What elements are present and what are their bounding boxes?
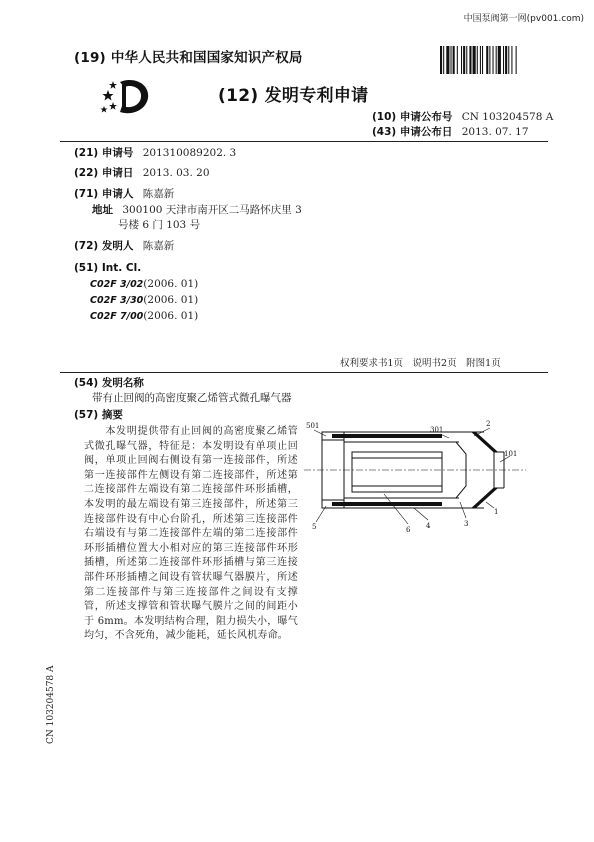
figure-label-2: 2 (486, 420, 491, 428)
applicant-name: 陈嘉新 (142, 188, 175, 200)
publication-date-row (372, 126, 529, 139)
class-code: C02F 3/30 (90, 295, 144, 306)
applicant-label: (71) 申请人 (74, 188, 134, 200)
inventor-name: 陈嘉新 (142, 240, 175, 252)
application-number-label: (21) 申请号 (74, 147, 134, 159)
address-line-2: 号楼 6 门 103 号 (118, 219, 201, 231)
class-item (90, 278, 198, 291)
invention-title-label-row (74, 377, 144, 390)
abstract-text: 本发明提供带有止回阀的高密度聚乙烯管式微孔曝气器，特征是：本发明设有单项止回阀，单项止回阀右侧设有第一连接部件，所述第一连接部件左侧设有第二连接部件，所述第二连接部件左端设有第二连接部件环形插槽，本发明的最左端设有第三连接部件，所述第三连接部件设有中心台阶孔，所述第三连接部件右端设有与第二连接部件左端的第二连接部件环形插槽位置大小相对应的第三连接部件环形插槽，所述第二连接部件环形插槽与第三连接部件环形插槽之间设有管状曝气器膜片，所述第二连接部件与第三连接部件之间设有支撑管，所述支撑管和管状曝气膜片之间的间距小于 6mm。本发明结构合理，阻力损失小，曝气均匀，不含死角，减少能耗，延长风机寿命。 (84, 426, 298, 642)
class-version: (2006. 01) (143, 278, 199, 290)
invention-title-label: (54) 发明名称 (74, 377, 144, 389)
application-date-label: (22) 申请日 (74, 167, 134, 179)
figure-label-6: 6 (406, 526, 411, 534)
barcode (440, 46, 552, 74)
int-cl-label: (51) Int. Cl. (74, 262, 142, 274)
figure-label-1: 1 (494, 508, 499, 516)
figure-label-501: 501 (306, 422, 320, 430)
biblio-divider (60, 372, 548, 373)
address-label: 地址 (92, 204, 113, 216)
inventor-row (74, 240, 174, 253)
class-version: (2006. 01) (143, 310, 199, 322)
header-divider (60, 141, 548, 142)
application-date: 2013. 03. 20 (142, 167, 210, 179)
application-number: 201310089202. 3 (142, 147, 237, 159)
class-code: C02F 7/00 (90, 311, 144, 322)
publication-number-label: (10) 申请公布号 (372, 111, 453, 123)
publication-date: 2013. 07. 17 (461, 126, 529, 138)
address-row (92, 204, 302, 217)
figure-label-101: 101 (504, 450, 518, 458)
figure-label-5: 5 (312, 523, 317, 531)
address-line-1: 300100 天津市南开区二马路怀庆里 3 (122, 204, 302, 216)
device-cross-section-figure (304, 414, 528, 536)
pages-summary: 权利要求书1页 说明书2页 附图1页 (340, 358, 501, 369)
abstract-label: (57) 摘要 (74, 409, 123, 421)
class-item (90, 294, 198, 307)
sipo-logo-icon (100, 76, 152, 116)
figure-label-301: 301 (430, 426, 444, 434)
document-type-title: (12) 发明专利申请 (218, 86, 369, 106)
side-publication-number: CN 103204578 A (46, 665, 56, 744)
application-number-row (74, 147, 236, 160)
publication-number: CN 103204578 A (461, 111, 554, 123)
application-date-row (74, 167, 210, 180)
class-item (90, 310, 198, 323)
office-name: (19) 中华人民共和国国家知识产权局 (74, 50, 303, 66)
publication-number-row (372, 111, 553, 124)
int-cl-row (74, 262, 141, 275)
inventor-label: (72) 发明人 (74, 240, 134, 252)
invention-title: 带有止回阀的高密度聚乙烯管式微孔曝气器 (92, 392, 292, 404)
figure-label-3: 3 (464, 520, 469, 528)
applicant-row (74, 188, 174, 201)
figure-label-4: 4 (426, 522, 431, 530)
abstract-label-row (74, 409, 123, 422)
site-watermark: 中国泵阀第一网(pv001.com) (463, 14, 584, 24)
class-version: (2006. 01) (143, 294, 199, 306)
publication-date-label: (43) 申请公布日 (372, 126, 453, 138)
class-code: C02F 3/02 (90, 279, 144, 290)
